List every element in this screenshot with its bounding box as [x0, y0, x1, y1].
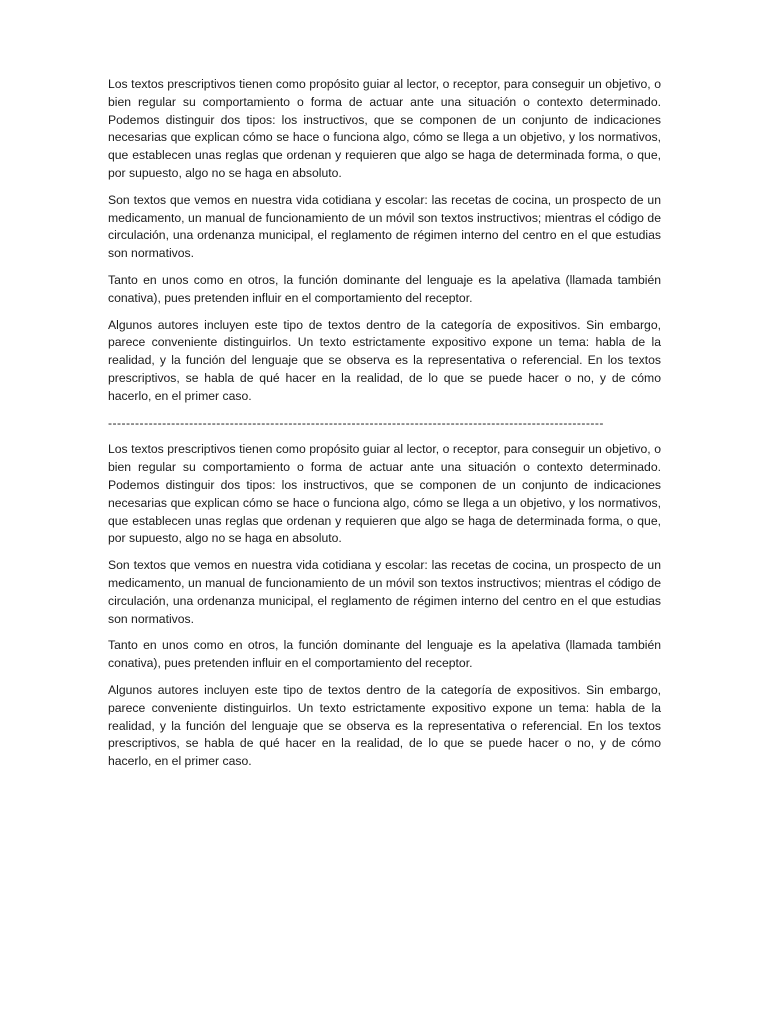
paragraph-definition: Los textos prescriptivos tienen como propósito guiar al lector, o receptor, para conseguir un objetivo, o bien regular su comportamiento o forma de actuar ante una situación o contexto determinado. Podemos distinguir dos tipos: los instructivos, que se componen de un conjunto de indicaciones necesarias que explican cómo se hace o funciona algo, cómo se llega a un objetivo, y los normativos, que establecen unas reglas que ordenan y requieren que algo se haga de determinada forma, o que, por supuesto, algo no se haga en absoluto. — [108, 442, 661, 546]
paragraph-definition: Los textos prescriptivos tienen como propósito guiar al lector, o receptor, para conseguir un objetivo, o bien regular su comportamiento o forma de actuar ante una situación o contexto determinado. Podemos distinguir dos tipos: los instructivos, que se componen de un conjunto de indicaciones necesarias que explican cómo se hace o funciona algo, cómo se llega a un objetivo, y los normativos, que establecen unas reglas que ordenan y requieren que algo se haga de determinada forma, o que, por supuesto, algo no se haga en absoluto. — [108, 77, 661, 180]
paragraph-examples: Son textos que vemos en nuestra vida cotidiana y escolar: las recetas de cocina, un prospecto de un medicamento, un manual de funcionamiento de un móvil son textos instructivos; mientras el código de circulación, una ordenanza municipal, el reglamento de régimen interno del centro en el que estudias son normativos. — [108, 192, 661, 261]
text-section-1 — [108, 76, 661, 406]
paragraph-examples: Son textos que vemos en nuestra vida cotidiana y escolar: las recetas de cocina, un prospecto de un medicamento, un manual de funcionamiento de un móvil son textos instructivos; mientras el código de circulación, una ordenanza municipal, el reglamento de régimen interno del centro en el que estudias son normativos. — [108, 558, 661, 626]
dashed-separator: -------------------------------------------------------------------------------------------------------------- — [108, 415, 604, 430]
text-section-2 — [108, 441, 661, 771]
paragraph-function: Tanto en unos como en otros, la función dominante del lenguaje es la apelativa (llamada también conativa), pues pretenden influir en el comportamiento del receptor. — [108, 638, 661, 671]
paragraph-function: Tanto en unos como en otros, la función dominante del lenguaje es la apelativa (llamada también conativa), pues pretenden influir en el comportamiento del receptor. — [108, 272, 661, 305]
document-page — [108, 76, 661, 780]
paragraph-classification: Algunos autores incluyen este tipo de textos dentro de la categoría de expositivos. Sin embargo, parece conveniente distinguirlos. Un texto estrictamente expositivo expone un tema: habla de la realidad, y la función del lenguaje que se observa es la representativa o referencial. En los textos prescriptivos, se habla de qué hacer en la realidad, de lo que se puede hacer o no, y de cómo hacerlo, en el primer caso. — [108, 317, 661, 403]
paragraph-classification: Algunos autores incluyen este tipo de textos dentro de la categoría de expositivos. Sin embargo, parece conveniente distinguirlos. Un texto estrictamente expositivo expone un tema: habla de la realidad, y la función del lenguaje que se observa es la representativa o referencial. En los textos prescriptivos, se habla de qué hacer en la realidad, de lo que se puede hacer o no, y de cómo hacerlo, en el primer caso. — [108, 682, 661, 769]
